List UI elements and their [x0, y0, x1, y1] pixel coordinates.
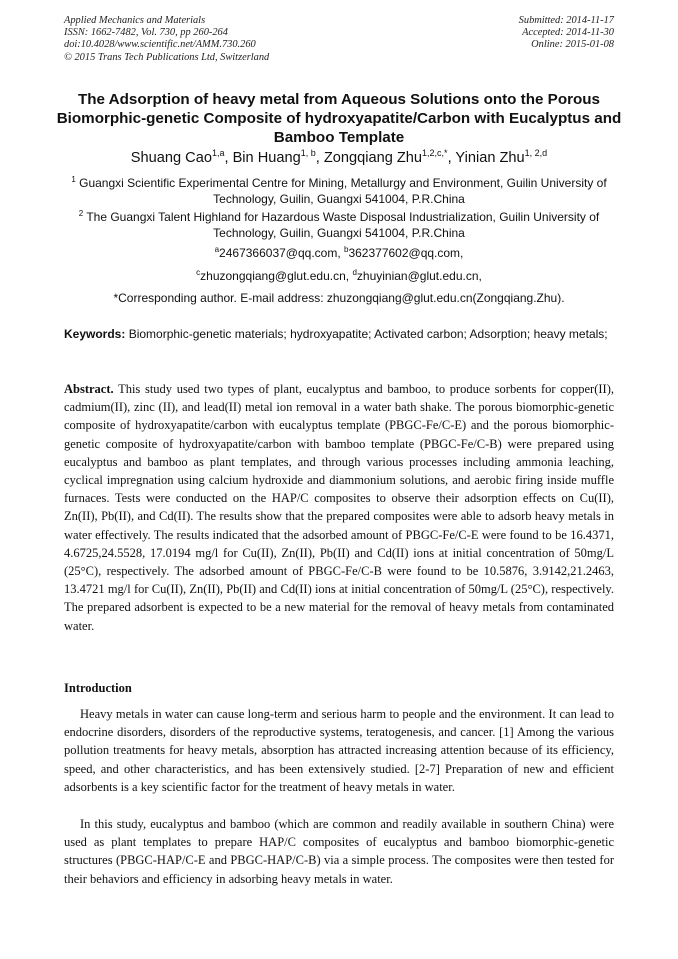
body-paragraph: In this study, eucalyptus and bamboo (which are common and readily available in southern China) were used as plant templates to prepare HAP/C composites of eucalyptus and bamboo biomorphic-genetic structures (PBGC-HAP/C-E and PBGC-HAP/C-B) via a simple process. The composites were then tested for their behaviors and efficiency in adsorbing heavy metals in water. — [64, 817, 614, 886]
affiliation-text: Guangxi Scientific Experimental Centre for Mining, Metallurgy and Environment, Guilin University of Technology, Guilin, Guangxi 541004, P.R.China — [79, 176, 607, 206]
author-affil-mark: 1, b — [300, 148, 316, 158]
doi: doi:10.4028/www.scientific.net/AMM.730.260 — [64, 39, 256, 51]
author-separator: , — [224, 150, 233, 166]
author-name: Bin Huang — [232, 150, 301, 166]
email-a: 2467366037@qq.com, — [219, 246, 344, 260]
author-name: Zongqiang Zhu — [323, 150, 423, 166]
journal-name: Applied Mechanics and Materials — [64, 15, 206, 26]
submitted-date: Submitted: 2014-11-17 — [518, 15, 614, 26]
corresponding-author: *Corresponding author. E-mail address: zhuzongqiang@glut.edu.cn(Zongqiang.Zhu). — [113, 291, 565, 305]
keywords-label: Keywords: — [64, 327, 126, 341]
author-affil-mark: 1,2,c,* — [422, 148, 448, 158]
author-affil-mark: 1, 2,d — [524, 148, 548, 158]
body-paragraph: Heavy metals in water can cause long-term and serious harm to people and the environment. It can lead to endocrine disorders, disorders of the reproductive systems, teratogenesis, and cancer. [1] Among the various pollution treatments for heavy metals, absorption has attracted increasing attention because of its efficiency, speed, and other characteristics, and has been extensively studied. [2-7] Preparation of new and efficient adsorbents is a key scientific factor for the treatment of heavy metals in water. — [64, 707, 614, 794]
author-separator: , — [447, 150, 456, 166]
abstract — [64, 380, 614, 635]
accepted-date: Accepted: 2014-11-30 — [522, 27, 614, 39]
email-mark: c — [196, 268, 201, 277]
abstract-text: This study used two types of plant, eucalyptus and bamboo, to produce sorbents for copper(II), cadmium(II), zinc (II), and lead(II) metal ion removal in a water bath shake. The porous biomorphic-genetic composite of hydroxyapatite/carbon with eucalyptus template (PBGC-Fe/C-E) and the porous biomorphic-genetic composite of hydroxyapatite/carbon with bamboo template (PBGC-Fe/C-B) were prepared using eucalyptus and bamboo as plant templates, and through various processes including ammonia leaching, cyclical impregnation using calcium hydroxide and diammonium solutions, and aerobic firing inside muffle furnaces. Tests were conducted on the HAP/C composites to observe their adsorption effects on Cu(II), Zn(II), Pb(II), and Cd(II). The results show that the prepared composites were able to adsorb heavy metals in water effectively. The results indicated that the adsorbed amount of PBGC-Fe/C-E were found to be 16.4371, 4.6725,24.5528, 17.0194 mg/l for Cu(II), Zn(II), Pb(II) and Cd(II) ions at initial concentration of 50mg/L (25°C), respectively. The adsorbed amount of PBGC-Fe/C-B were found to be 10.5876, 3.9142,21.2463, 13.4721 mg/l for Cu(II), Zn(II), Pb(II) and Cd(II) ions at initial concentration of 50mg/L (25°C), respectively. The prepared adsorbent is expected to be a new material for the removal of heavy metals from contaminated water. — [64, 382, 614, 633]
email-line-2 — [64, 268, 614, 284]
paper-title: The Adsorption of heavy metal from Aqueous Solutions onto the Porous Biomorphic-genetic Composite of hydroxyapatite/Carbon with Eucalyptus and Bamboo Template — [56, 91, 622, 146]
issn-volume: ISSN: 1662-7482, Vol. 730, pp 260-264 — [64, 27, 228, 39]
email-d: zhuyinian@glut.edu.cn, — [356, 269, 482, 283]
abstract-label: Abstract. — [64, 382, 114, 396]
online-date: Online: 2015-01-08 — [531, 39, 614, 51]
affiliation-mark: 2 — [78, 209, 84, 218]
author-affil-mark: 1,a — [211, 148, 225, 158]
affiliation-2 — [64, 209, 614, 241]
email-line-1 — [64, 245, 614, 261]
affiliation-mark: 1 — [71, 175, 76, 184]
section-heading-introduction: Introduction — [64, 681, 132, 695]
copyright: © 2015 Trans Tech Publications Ltd, Switzerland — [64, 51, 270, 63]
affiliation-text: The Guangxi Talent Highland for Hazardous Waste Disposal Industrialization, Guilin University of Technology, Guilin, Guangxi 541004, P.R.China — [86, 210, 600, 240]
author-list — [40, 148, 638, 168]
email-c: zhuzongqiang@glut.edu.cn, — [200, 269, 353, 283]
author-separator: , — [315, 150, 324, 166]
email-mark: d — [352, 268, 357, 277]
keywords — [64, 326, 614, 343]
journal-info — [64, 15, 269, 64]
email-b: 362377602@qq.com, — [348, 246, 464, 260]
author-name: Shuang Cao — [130, 150, 212, 166]
publication-dates — [519, 15, 614, 52]
author-name: Yinian Zhu — [455, 150, 525, 166]
affiliation-1 — [64, 175, 614, 207]
email-mark: a — [214, 245, 220, 254]
email-mark: b — [344, 245, 349, 254]
keywords-text: Biomorphic-genetic materials; hydroxyapatite; Activated carbon; Adsorption; heavy metals; — [128, 327, 608, 341]
